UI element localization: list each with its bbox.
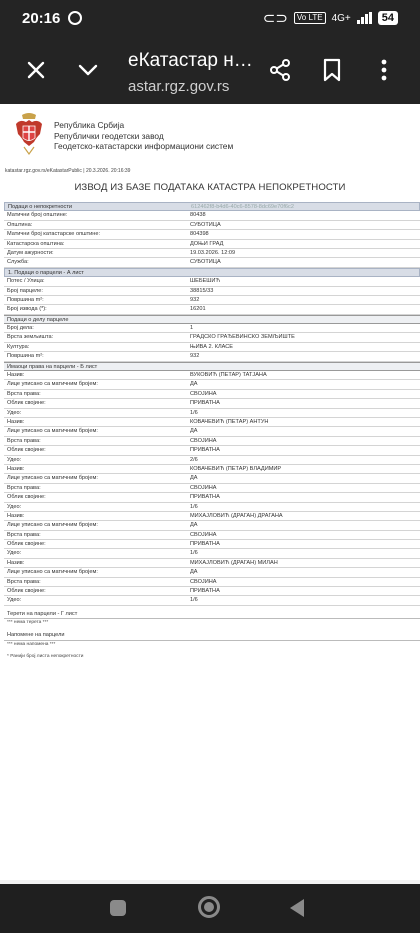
row-label: Потес / Улица: [7,278,45,285]
table-row [4,324,420,333]
row-value: ПРИВАТНА [190,447,220,454]
table-row [4,249,420,258]
row-value: 1/6 [190,597,198,604]
institution-line-3: Геодетско-катастарски информациони систем [54,141,234,151]
row-value: 80438 [190,212,206,219]
row-value: СВОЈИНА [190,390,217,397]
row-value: 1/6 [190,409,198,416]
table-row [4,521,420,530]
table-row [4,287,420,296]
row-label: Удео: [7,550,22,557]
table-row [4,456,420,465]
table-note: *** нема терета *** [7,620,49,626]
coat-of-arms-icon [14,112,44,156]
row-label: Назив: [7,559,25,566]
row-value: 932 [190,296,200,303]
row-value: СУБОТИЦА [190,221,221,228]
row-label: Врста права: [7,437,41,444]
row-label: Назив: [7,465,25,472]
row-value: ГРАДСКО ГРАЂЕВИНСКО ЗЕМЉИШТЕ [190,334,295,341]
row-label: Назив: [7,418,25,425]
row-value: ЊИВА 2. КЛАСЕ [190,343,234,350]
row-value: ДА [190,522,198,529]
table-row [4,631,420,640]
row-label: Подаци о делу парцеле [7,316,69,323]
table-row [4,610,420,619]
chevron-down-icon [76,58,100,82]
table-row [4,559,420,568]
navigation-bar [0,884,420,933]
row-value: ШЕБЕШИЋ [190,278,221,285]
row-label: Врста права: [7,531,41,538]
row-label: Удео: [7,503,22,510]
signal-icon [357,12,372,24]
row-value: ДА [190,569,198,576]
document-title: ИЗВОД ИЗ БАЗЕ ПОДАТАКА КАТАСТРА НЕПОКРЕТНОСТИ [74,182,346,193]
table-row [4,531,420,540]
status-bar [0,0,420,36]
row-value: ДОЊИ ГРАД [190,240,224,247]
section-header [4,202,420,211]
table-row [4,399,420,408]
subsection-header [4,315,420,324]
table-row [4,343,420,352]
volte-badge: Vo LTE [294,12,326,24]
row-value: 932 [190,353,200,360]
row-value: 2/6 [190,456,198,463]
table-row [4,333,420,342]
table-row [4,240,420,249]
row-value: 1 [190,325,194,332]
share-button[interactable] [264,54,296,86]
row-label: Лице уписано са матичним бројем: [7,428,98,435]
table-row [4,352,420,361]
table-row [4,587,420,596]
row-label: Назив: [7,512,25,519]
share-icon [268,58,292,82]
table-row [4,437,420,446]
institution-name [54,120,233,152]
table-row [4,221,420,230]
row-label: Број парцеле: [7,287,43,294]
row-value: МИХАЈЛОВИЋ (ДРАГАН) МИЛАН [190,559,278,566]
table-row [4,211,420,220]
table-row [4,427,420,436]
table-note: * Ранији број листа непокретности [7,653,84,659]
row-label: Удео: [7,409,22,416]
row-value: МИХАЈЛОВИЋ (ДРАГАН) ДРАГАНА [190,512,283,519]
row-label: Општина: [7,221,33,228]
row-label: Површина m²: [7,353,44,360]
row-label: Врста права: [7,390,41,397]
row-label: Број дела: [7,325,34,332]
row-label: Лице уписано са матичним бројем: [7,381,98,388]
row-label: 1. Подаци о парцели - А лист [8,269,84,276]
table-row [4,465,420,474]
viber-icon [68,11,82,25]
table-row [4,230,420,239]
row-label: Број извода (*): [7,306,47,313]
row-value: СУБОТИЦА [190,259,221,266]
table-row [4,305,420,314]
row-label: Лице уписано са матичним бројем: [7,522,98,529]
row-label: Култура: [7,343,30,350]
row-label: Датум ажурности: [7,249,54,256]
institution-line-2: Републички геодетски завод [54,130,164,141]
row-value: 1/6 [190,550,198,557]
subsection-header [4,362,420,371]
row-value: ПРИВАТНА [190,588,220,595]
row-label: Катастарска општина: [7,240,65,247]
table-note: *** нема напомена *** [7,641,56,647]
table-row [4,493,420,502]
page-url[interactable]: astar.rgz.gov.rs [128,78,230,95]
row-label: Облик својине: [7,494,46,501]
source-url: katastar.rgz.gov.rs/eKatastarPublic | 20.3.2026. 20:16:39 [5,168,131,174]
row-value: 1/6 [190,503,198,510]
table-row [4,512,420,521]
row-label: Напомене на парцели [7,632,65,639]
row-value: 38815/33 [190,287,214,294]
institution-line-1: Република Србија [54,120,125,130]
page-title: еКатастар н… [128,50,253,71]
row-value: ДА [190,381,198,388]
table-row [4,549,420,558]
row-value: СВОЈИНА [190,531,217,538]
table-row [4,277,420,286]
row-value: 16201 [190,306,206,313]
row-value: КОВАЧЕВИЋ (ПЕТАР) ВЛАДИМИР [190,465,282,472]
row-label: Врста права: [7,484,41,491]
table-row [4,474,420,483]
table-row [4,446,420,455]
row-value: 804398 [190,231,209,238]
row-value: ДА [190,428,198,435]
row-value: ПРИВАТНА [190,400,220,407]
bookmark-button[interactable] [316,54,348,86]
row-value: СВОЈИНА [190,578,217,585]
row-label: Удео: [7,456,22,463]
table-row [4,371,420,380]
status-time: 20:16 [22,9,61,27]
row-label: Подаци о непокретности [8,204,73,210]
table-row [4,390,420,399]
expand-button[interactable] [72,54,104,86]
section-header [4,268,420,277]
row-label: Имаоци права на парцели - Б лист [7,363,98,370]
table-row [4,596,420,605]
row-label: Назив: [7,372,25,379]
table-row [4,503,420,512]
row-label: Облик својине: [7,541,46,548]
row-value: ПРИВАТНА [190,541,220,548]
row-value: 19.03.2026. 12:09 [190,249,236,256]
table-row [4,296,420,305]
close-icon [25,59,47,81]
row-label: Врста права: [7,578,41,585]
battery-level: 54 [378,11,398,25]
home-button[interactable] [198,896,220,918]
row-label: Удео: [7,597,22,604]
row-label: Матични број општине: [7,212,68,219]
document-header [0,104,420,164]
status-indicators [263,9,398,27]
link-icon: ⊂⊃ [262,10,288,27]
table-row [4,380,420,389]
table-row [4,418,420,427]
row-label: Лице уписано са матичним бројем: [7,475,98,482]
more-vert-icon [380,58,388,82]
row-label: Терети на парцели - Г лист [7,610,78,617]
row-label: Врста земљишта: [7,334,54,341]
browser-toolbar [0,36,420,104]
row-value: ВУКОВИЋ (ПЕТАР) ТАТЈАНА [190,372,267,379]
row-value: СВОЈИНА [190,437,217,444]
table-row [4,568,420,577]
row-value: 612462f8-b4d6-40c6-8578-8dc69e70f6c2 [191,204,294,210]
property-data-table [4,202,420,661]
row-value: ДА [190,475,198,482]
back-button[interactable] [290,899,304,917]
row-label: Облик својине: [7,400,46,407]
table-row [4,540,420,549]
table-row [4,258,420,267]
row-label: Облик својине: [7,588,46,595]
bookmark-icon [321,58,343,82]
close-button[interactable] [20,54,52,86]
row-label: Облик својине: [7,447,46,454]
document-view[interactable] [0,104,420,884]
row-value: СВОЈИНА [190,484,217,491]
row-value: КОВАЧЕВИЋ (ПЕТАР) АНТУН [190,418,269,425]
network-type: 4G+ [331,12,351,24]
row-label: Лице уписано са матичним бројем: [7,569,98,576]
recents-button[interactable] [110,900,126,916]
row-label: Служба: [7,259,29,266]
row-label: Површина m²: [7,296,44,303]
table-row [4,484,420,493]
more-menu-button[interactable] [368,54,400,86]
row-value: ПРИВАТНА [190,494,220,501]
table-row [4,578,420,587]
table-row [4,409,420,418]
row-label: Матични број катастарске општине: [7,231,101,238]
